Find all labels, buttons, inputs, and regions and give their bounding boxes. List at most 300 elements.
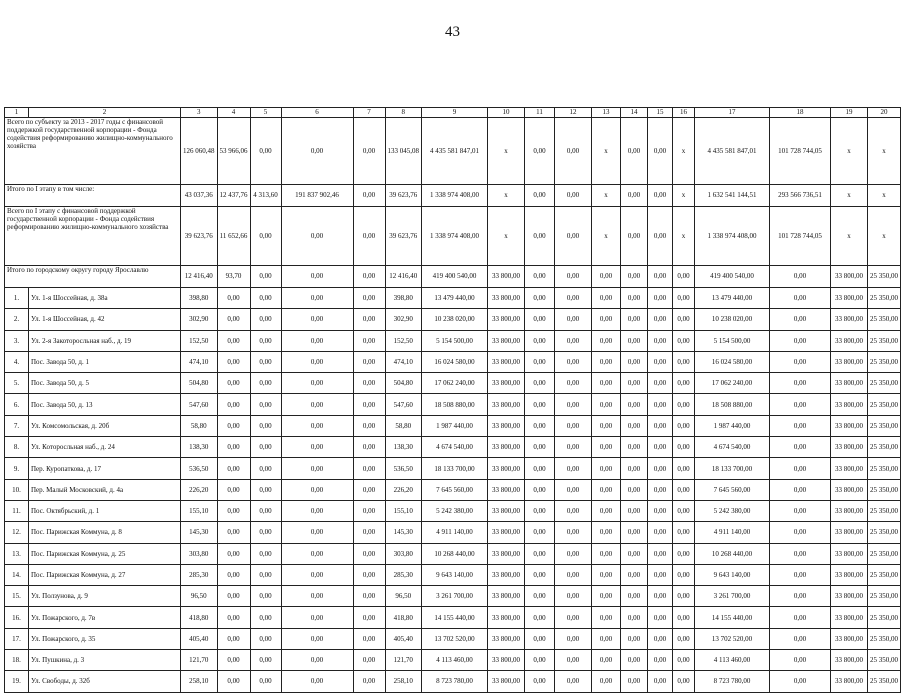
table-cell: 0,00	[217, 628, 250, 649]
table-cell: 0,00	[592, 266, 621, 288]
table-cell: 2	[29, 108, 181, 118]
table-cell: 0,00	[770, 586, 831, 607]
table-cell: 0,00	[525, 607, 555, 628]
table-cell: 9 643 140,00	[695, 564, 770, 585]
table-cell: 33 800,00	[488, 543, 525, 564]
table-cell: Ул. 1-я Шоссейная, д. 38а	[29, 288, 181, 309]
table-cell: 0,00	[281, 479, 353, 500]
table-cell: 1	[5, 108, 29, 118]
table-cell: 101 728 744,05	[770, 118, 831, 185]
table-cell: x	[592, 118, 621, 185]
table-cell: 25 350,00	[868, 586, 901, 607]
table-cell: 10 238 020,00	[695, 309, 770, 330]
table-cell: 0,00	[673, 650, 695, 671]
table-cell: 0,00	[770, 543, 831, 564]
table-cell: 0,00	[250, 671, 281, 692]
table-cell: 133 045,08	[385, 118, 422, 185]
table-cell: 0,00	[525, 628, 555, 649]
table-cell: 0,00	[592, 586, 621, 607]
table-cell: Ул. Ползунова, д. 9	[29, 586, 181, 607]
table-row	[5, 373, 901, 394]
table-cell: 16	[673, 108, 695, 118]
table-cell: 293 566 736,51	[770, 185, 831, 207]
table-cell: 96,50	[181, 586, 218, 607]
table-cell: 0,00	[250, 118, 281, 185]
table-cell: 0,00	[673, 628, 695, 649]
table-cell: 10 238 020,00	[422, 309, 488, 330]
table-cell: 0,00	[525, 437, 555, 458]
table-cell: 0,00	[281, 415, 353, 436]
table-cell: 0,00	[648, 522, 673, 543]
table-cell: Пос. Парижская Коммуна, д. 8	[29, 522, 181, 543]
table-cell: 0,00	[770, 650, 831, 671]
table-cell: 0,00	[217, 607, 250, 628]
table-cell: Ул. Комсомольская, д. 20б	[29, 415, 181, 436]
table-cell: 0,00	[250, 437, 281, 458]
table-cell: 0,00	[648, 437, 673, 458]
table-cell: 0,00	[217, 671, 250, 692]
table-cell: 4 674 540,00	[422, 437, 488, 458]
table-cell: 2.	[5, 309, 29, 330]
table-cell: 4 113 460,00	[695, 650, 770, 671]
table-cell: 0,00	[281, 437, 353, 458]
table-cell: 0,00	[621, 458, 648, 479]
table-cell: 25 350,00	[868, 309, 901, 330]
table-cell: 0,00	[525, 586, 555, 607]
table-cell: 0,00	[673, 671, 695, 692]
table-cell: 0,00	[648, 330, 673, 351]
table-row	[5, 628, 901, 649]
table-cell: 419 400 540,00	[422, 266, 488, 288]
table-cell: 10 268 440,00	[695, 543, 770, 564]
table-cell: 58,80	[385, 415, 422, 436]
table-cell: 9 643 140,00	[422, 564, 488, 585]
table-cell: 138,30	[181, 437, 218, 458]
table-cell: 8	[385, 108, 422, 118]
table-cell: 0,00	[648, 118, 673, 185]
table-cell: 0,00	[250, 500, 281, 521]
table-cell: 0,00	[673, 500, 695, 521]
table-cell: 0,00	[555, 458, 592, 479]
table-row	[5, 330, 901, 351]
table-cell: 0,00	[250, 564, 281, 585]
table-cell: 0,00	[621, 522, 648, 543]
summary-row	[5, 185, 901, 207]
table-cell: 0,00	[525, 522, 555, 543]
table-cell: 0,00	[217, 479, 250, 500]
table-cell: 33 800,00	[831, 479, 868, 500]
table-cell: 33 800,00	[831, 564, 868, 585]
table-cell: 16.	[5, 607, 29, 628]
table-cell: 33 800,00	[488, 373, 525, 394]
table-cell: 0,00	[648, 185, 673, 207]
table-cell: 405,40	[181, 628, 218, 649]
table-cell: 0,00	[648, 266, 673, 288]
table-cell: 0,00	[217, 394, 250, 415]
table-cell: 0,00	[648, 564, 673, 585]
table-cell: 1 338 974 408,00	[422, 185, 488, 207]
table-cell: 0,00	[673, 266, 695, 288]
table-cell: 12 416,40	[181, 266, 218, 288]
table-cell: 0,00	[353, 607, 385, 628]
table-cell: 155,10	[385, 500, 422, 521]
table-row	[5, 415, 901, 436]
table-cell: 43 037,36	[181, 185, 218, 207]
table-cell: 33 800,00	[488, 500, 525, 521]
table-cell: 0,00	[770, 373, 831, 394]
table-cell: 0,00	[525, 351, 555, 372]
table-cell: 4 113 460,00	[422, 650, 488, 671]
table-cell: 0,00	[281, 309, 353, 330]
table-cell: 4 911 140,00	[422, 522, 488, 543]
table-cell: 5.	[5, 373, 29, 394]
table-row	[5, 607, 901, 628]
table-cell: 0,00	[673, 543, 695, 564]
table-cell: 25 350,00	[868, 330, 901, 351]
table-cell: 13	[592, 108, 621, 118]
table-cell: 0,00	[592, 288, 621, 309]
table-cell: 18	[770, 108, 831, 118]
table-cell: 504,80	[181, 373, 218, 394]
table-cell: 0,00	[555, 266, 592, 288]
table-cell: 0,00	[555, 671, 592, 692]
table-cell: 33 800,00	[831, 266, 868, 288]
table-cell: 7 645 560,00	[422, 479, 488, 500]
table-cell: 0,00	[592, 415, 621, 436]
table-cell: 33 800,00	[831, 373, 868, 394]
table-cell: 0,00	[673, 607, 695, 628]
table-cell: 0,00	[250, 522, 281, 543]
table-cell: 18 508 880,00	[695, 394, 770, 415]
table-cell: 0,00	[770, 437, 831, 458]
table-cell: 0,00	[555, 394, 592, 415]
summary-row	[5, 266, 901, 288]
table-cell: 0,00	[353, 628, 385, 649]
table-cell: 0,00	[770, 500, 831, 521]
table-cell: 0,00	[770, 607, 831, 628]
table-cell: 285,30	[385, 564, 422, 585]
table-cell: 0,00	[281, 207, 353, 266]
table-cell: 0,00	[621, 207, 648, 266]
table-cell: 0,00	[648, 415, 673, 436]
table-cell: 0,00	[250, 415, 281, 436]
table-cell: Пос. Завода 50, д. 13	[29, 394, 181, 415]
table-cell: 10 268 440,00	[422, 543, 488, 564]
table-cell: 15	[648, 108, 673, 118]
table-cell: 33 800,00	[488, 351, 525, 372]
table-cell: 0,00	[281, 628, 353, 649]
table-cell: 0,00	[648, 543, 673, 564]
table-cell: 418,80	[181, 607, 218, 628]
table-cell: 0,00	[673, 394, 695, 415]
table-cell: x	[592, 207, 621, 266]
table-cell: 0,00	[770, 522, 831, 543]
table-cell: 303,80	[181, 543, 218, 564]
table-cell: 0,00	[525, 266, 555, 288]
table-cell: 0,00	[353, 671, 385, 692]
table-cell: 0,00	[353, 543, 385, 564]
table-cell: 398,80	[385, 288, 422, 309]
table-cell: 33 800,00	[488, 415, 525, 436]
table-cell: 7.	[5, 415, 29, 436]
table-cell: 1 987 440,00	[695, 415, 770, 436]
table-cell: 0,00	[555, 522, 592, 543]
table-cell: 9.	[5, 458, 29, 479]
table-cell: 0,00	[525, 373, 555, 394]
table-cell: 12 437,76	[217, 185, 250, 207]
table-cell: 18 133 700,00	[422, 458, 488, 479]
table-cell: 0,00	[525, 207, 555, 266]
table-cell: 0,00	[353, 479, 385, 500]
table-cell: 13 702 520,00	[422, 628, 488, 649]
summary-row	[5, 207, 901, 266]
table-cell: 0,00	[281, 586, 353, 607]
page-number: 43	[445, 24, 460, 40]
table-cell: 0,00	[217, 351, 250, 372]
table-cell: 14	[621, 108, 648, 118]
table-cell: 0,00	[673, 479, 695, 500]
table-cell: 0,00	[353, 309, 385, 330]
table-cell: 12 416,40	[385, 266, 422, 288]
table-cell: 0,00	[592, 650, 621, 671]
table-cell: 0,00	[621, 479, 648, 500]
table-cell: 419 400 540,00	[695, 266, 770, 288]
table-cell: 0,00	[555, 351, 592, 372]
table-cell: 0,00	[621, 330, 648, 351]
table-cell: 303,80	[385, 543, 422, 564]
table-cell: 0,00	[281, 394, 353, 415]
table-cell: 0,00	[525, 650, 555, 671]
table-cell: 0,00	[592, 479, 621, 500]
table-cell: 0,00	[525, 458, 555, 479]
table-cell: 0,00	[353, 207, 385, 266]
table-cell: x	[831, 185, 868, 207]
table-cell: 0,00	[250, 266, 281, 288]
table-cell: 33 800,00	[831, 650, 868, 671]
table-cell: 0,00	[621, 185, 648, 207]
table-cell: 258,10	[181, 671, 218, 692]
table-cell: 0,00	[217, 288, 250, 309]
table-row	[5, 522, 901, 543]
table-cell: 0,00	[621, 650, 648, 671]
table-cell: 0,00	[770, 394, 831, 415]
table-cell: 3.	[5, 330, 29, 351]
table-cell: 0,00	[673, 564, 695, 585]
table-cell: 0,00	[353, 288, 385, 309]
table-cell: 13 479 440,00	[422, 288, 488, 309]
table-cell: 17 062 240,00	[422, 373, 488, 394]
table-cell: 258,10	[385, 671, 422, 692]
table-cell: 14 155 440,00	[422, 607, 488, 628]
table-cell: 33 800,00	[488, 309, 525, 330]
table-cell: Ул. Пожарского, д. 7в	[29, 607, 181, 628]
table-cell: 0,00	[217, 458, 250, 479]
table-cell: 13 479 440,00	[695, 288, 770, 309]
table-cell: 4	[217, 108, 250, 118]
table-cell: 0,00	[353, 118, 385, 185]
table-cell: 0,00	[648, 586, 673, 607]
table-cell: 7 645 560,00	[695, 479, 770, 500]
table-cell: Пер. Малый Московский, д. 4а	[29, 479, 181, 500]
table-cell: 14.	[5, 564, 29, 585]
table-cell: 25 350,00	[868, 373, 901, 394]
table-cell: 25 350,00	[868, 500, 901, 521]
table-cell: 0,00	[673, 437, 695, 458]
table-cell: 0,00	[770, 266, 831, 288]
table-cell: 93,70	[217, 266, 250, 288]
table-cell: 0,00	[648, 458, 673, 479]
table-cell: 0,00	[250, 586, 281, 607]
table-cell: 8 723 780,00	[695, 671, 770, 692]
table-cell: 0,00	[648, 394, 673, 415]
table-cell: 0,00	[555, 288, 592, 309]
table-row	[5, 543, 901, 564]
table-cell: 9	[422, 108, 488, 118]
table-cell: 0,00	[648, 207, 673, 266]
housing-program-table	[4, 107, 901, 693]
table-cell: Ул. Которосльная наб., д. 24	[29, 437, 181, 458]
table-cell: 0,00	[250, 628, 281, 649]
table-cell: 0,00	[592, 522, 621, 543]
table-cell: 25 350,00	[868, 607, 901, 628]
table-cell: Всего по субъекту за 2013 - 2017 годы с финансовой поддержкой государственной корпорации - Фонда содействия реформированию жилищно-коммунального хозяйства	[5, 118, 181, 185]
table-cell: 39 623,76	[385, 207, 422, 266]
table-cell: 0,00	[770, 671, 831, 692]
header-row	[5, 108, 901, 118]
table-cell: 0,00	[592, 628, 621, 649]
table-row	[5, 394, 901, 415]
table-cell: 0,00	[770, 351, 831, 372]
table-cell: 0,00	[353, 351, 385, 372]
table-cell: 6	[281, 108, 353, 118]
table-cell: 0,00	[525, 479, 555, 500]
table-cell: 0,00	[217, 500, 250, 521]
table-cell: 0,00	[555, 185, 592, 207]
table-cell: 25 350,00	[868, 543, 901, 564]
table-cell: Ул. 2-я Закоторосльная наб., д. 19	[29, 330, 181, 351]
table-cell: 101 728 744,05	[770, 207, 831, 266]
table-cell: 15.	[5, 586, 29, 607]
table-row	[5, 500, 901, 521]
table-cell: 0,00	[525, 330, 555, 351]
table-cell: 33 800,00	[488, 607, 525, 628]
table-cell: 0,00	[673, 288, 695, 309]
table-cell: 152,50	[181, 330, 218, 351]
table-cell: 0,00	[353, 458, 385, 479]
summary-row	[5, 118, 901, 185]
table-cell: 5 154 500,00	[422, 330, 488, 351]
table-cell: 0,00	[353, 185, 385, 207]
table-cell: 33 800,00	[488, 628, 525, 649]
table-cell: 17	[695, 108, 770, 118]
table-cell: 0,00	[592, 330, 621, 351]
table-cell: x	[868, 185, 901, 207]
table-cell: 474,10	[385, 351, 422, 372]
table-cell: 17 062 240,00	[695, 373, 770, 394]
table-cell: 11 652,66	[217, 207, 250, 266]
table-cell: 8.	[5, 437, 29, 458]
table-cell: 0,00	[555, 650, 592, 671]
table-cell: 0,00	[281, 373, 353, 394]
table-cell: 25 350,00	[868, 458, 901, 479]
table-body	[5, 108, 901, 693]
table-cell: 0,00	[648, 650, 673, 671]
table-cell: 0,00	[592, 437, 621, 458]
table-row	[5, 586, 901, 607]
table-cell: 33 800,00	[488, 586, 525, 607]
table-cell: 418,80	[385, 607, 422, 628]
table-cell: 33 800,00	[488, 330, 525, 351]
table-cell: 0,00	[353, 500, 385, 521]
table-cell: 33 800,00	[831, 543, 868, 564]
table-cell: 0,00	[555, 330, 592, 351]
table-cell: 96,50	[385, 586, 422, 607]
table-cell: 0,00	[555, 543, 592, 564]
table-row	[5, 288, 901, 309]
table-cell: 0,00	[281, 330, 353, 351]
table-cell: 20	[868, 108, 901, 118]
table-cell: 0,00	[592, 543, 621, 564]
table-cell: x	[488, 185, 525, 207]
table-cell: 39 623,76	[181, 207, 218, 266]
table-cell: 0,00	[353, 437, 385, 458]
table-cell: 33 800,00	[488, 671, 525, 692]
table-cell: 0,00	[217, 330, 250, 351]
table-cell: 25 350,00	[868, 394, 901, 415]
table-row	[5, 564, 901, 585]
table-cell: 0,00	[648, 671, 673, 692]
table-cell: 33 800,00	[488, 564, 525, 585]
table-cell: 0,00	[353, 266, 385, 288]
table-cell: 0,00	[555, 437, 592, 458]
table-cell: 0,00	[281, 458, 353, 479]
table-cell: 0,00	[555, 309, 592, 330]
table-cell: x	[673, 118, 695, 185]
table-cell: 0,00	[770, 564, 831, 585]
table-cell: 0,00	[525, 564, 555, 585]
table-cell: 16 024 580,00	[422, 351, 488, 372]
table-cell: 4 313,60	[250, 185, 281, 207]
table-cell: 25 350,00	[868, 437, 901, 458]
table-cell: 25 350,00	[868, 628, 901, 649]
table-cell: 0,00	[555, 564, 592, 585]
table-cell: 0,00	[353, 522, 385, 543]
table-cell: 0,00	[648, 607, 673, 628]
table-cell: 0,00	[621, 586, 648, 607]
table-cell: 0,00	[770, 309, 831, 330]
table-cell: 4 911 140,00	[695, 522, 770, 543]
table-cell: Ул. 1-я Шоссейная, д. 42	[29, 309, 181, 330]
table-cell: 0,00	[555, 479, 592, 500]
table-cell: 33 800,00	[831, 500, 868, 521]
table-cell: 25 350,00	[868, 351, 901, 372]
table-cell: 7	[353, 108, 385, 118]
table-cell: 0,00	[281, 266, 353, 288]
table-cell: 0,00	[555, 207, 592, 266]
table-cell: 33 800,00	[488, 266, 525, 288]
table-cell: 0,00	[770, 479, 831, 500]
table-cell: 0,00	[353, 394, 385, 415]
table-cell: 0,00	[621, 671, 648, 692]
table-cell: 0,00	[648, 628, 673, 649]
table-cell: x	[673, 207, 695, 266]
table-cell: 0,00	[250, 458, 281, 479]
table-cell: 0,00	[592, 671, 621, 692]
table-cell: 33 800,00	[831, 522, 868, 543]
table-cell: 25 350,00	[868, 522, 901, 543]
table-cell: 3 261 700,00	[422, 586, 488, 607]
table-cell: 0,00	[217, 543, 250, 564]
